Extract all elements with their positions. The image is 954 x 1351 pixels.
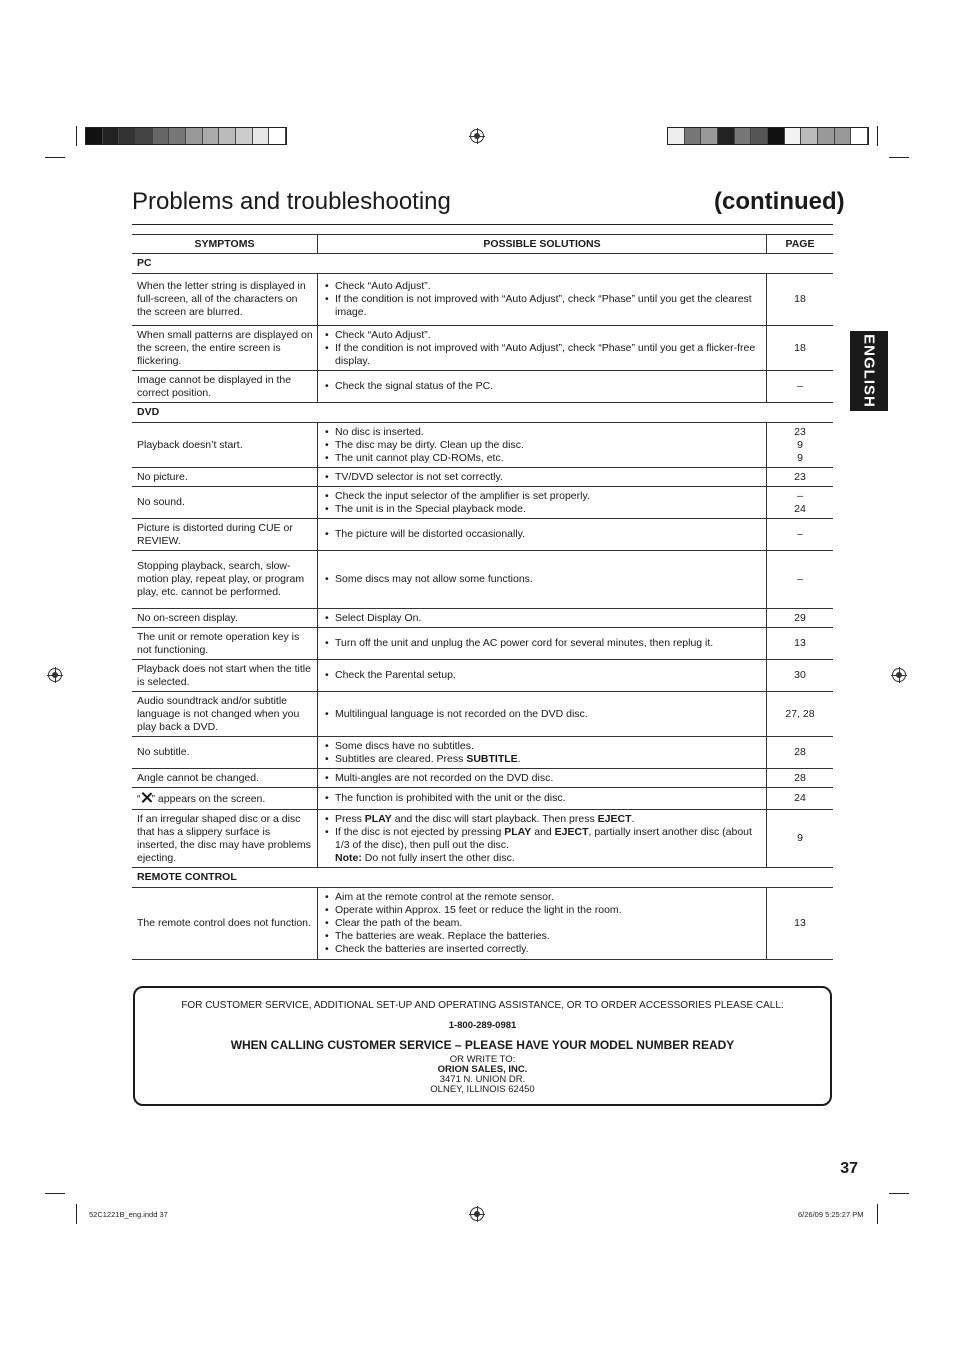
page-ref: 18 xyxy=(794,341,806,354)
page-ref: 24 xyxy=(794,792,806,804)
symptom-cell: Audio soundtrack and/or subtitle language is not changed when you play back a DVD. xyxy=(132,692,318,737)
solution-cell xyxy=(318,628,767,660)
table-row xyxy=(132,628,833,660)
text-run: and xyxy=(531,825,555,838)
table-row xyxy=(132,737,833,769)
crop-mark xyxy=(889,1193,909,1194)
color-swatch xyxy=(236,128,253,144)
solution-list xyxy=(322,426,760,465)
solution-item: • TV/DVD selector is not set correctly. xyxy=(322,471,760,484)
text-run: . xyxy=(631,812,635,825)
page-ref: 27, 28 xyxy=(785,707,815,720)
crop-mark xyxy=(76,126,77,146)
color-swatch xyxy=(818,128,835,144)
page-refs xyxy=(767,342,833,355)
bold-term: EJECT xyxy=(597,812,632,825)
solution-cell xyxy=(318,274,767,326)
service-address xyxy=(135,1055,830,1095)
solution-cell xyxy=(318,810,767,868)
color-swatch xyxy=(136,128,153,144)
solution-item: • Select Display On. xyxy=(322,612,760,625)
solution-item: • The unit is in the Special playback mode. xyxy=(322,503,760,516)
page-cell xyxy=(767,788,834,810)
page-cell xyxy=(767,519,834,551)
symptom-cell: Angle cannot be changed. xyxy=(132,769,318,788)
solution-item: • Multilingual language is not recorded on the DVD disc. xyxy=(322,708,760,721)
crop-mark xyxy=(877,126,878,146)
symptom-cell: Playback does not start when the title is selected. xyxy=(132,660,318,692)
solution-cell xyxy=(318,788,767,810)
table-row xyxy=(132,371,833,403)
solution-item xyxy=(322,753,760,766)
service-headline: WHEN CALLING CUSTOMER SERVICE – PLEASE HAVE YOUR MODEL NUMBER READY xyxy=(230,1038,735,1052)
service-phone: 1-800-289-0981 xyxy=(448,1020,517,1031)
page-refs xyxy=(767,528,833,541)
registration-mark-icon xyxy=(470,1207,484,1221)
page-cell xyxy=(767,609,834,628)
language-tab-label: ENGLISH xyxy=(860,334,878,408)
solution-cell xyxy=(318,371,767,403)
page-cell xyxy=(767,551,834,609)
solution-cell xyxy=(318,609,767,628)
solution-list xyxy=(322,528,760,541)
table-row xyxy=(132,423,833,468)
crop-mark xyxy=(45,157,65,158)
solution-list xyxy=(322,490,760,516)
page-ref: 24 xyxy=(794,502,806,515)
solution-item: • Check the input selector of the amplifier is set properly. xyxy=(322,490,760,503)
table-row xyxy=(132,810,833,868)
solution-item: • Check the signal status of the PC. xyxy=(322,380,760,393)
page-refs xyxy=(767,708,833,721)
table-row xyxy=(132,487,833,519)
solution-item xyxy=(322,813,760,826)
table-row xyxy=(132,692,833,737)
solution-item: • Check the batteries are inserted correctly. xyxy=(322,943,760,956)
symptom-cell: Playback doesn’t start. xyxy=(132,423,318,468)
page-ref: 30 xyxy=(794,669,806,681)
color-swatch xyxy=(768,128,785,144)
solution-cell xyxy=(318,660,767,692)
text-run: and the disc will start playback. Then press xyxy=(391,812,598,825)
symptom-cell: When the letter string is displayed in full-screen, all of the characters on the screen are blurred. xyxy=(132,274,318,326)
page-refs xyxy=(767,832,833,845)
symptom-cell: Picture is distorted during CUE or REVIEW. xyxy=(132,519,318,551)
section-title: DVD xyxy=(132,403,833,423)
color-swatch xyxy=(153,128,170,144)
color-swatch xyxy=(718,128,735,144)
solution-item xyxy=(322,826,760,852)
solution-list xyxy=(322,740,760,766)
solution-list xyxy=(322,813,760,865)
table-row xyxy=(132,551,833,609)
title-rule xyxy=(132,224,833,225)
solution-cell xyxy=(318,487,767,519)
solution-list xyxy=(322,772,760,785)
symptom-cell: The unit or remote operation key is not functioning. xyxy=(132,628,318,660)
section-row xyxy=(132,868,833,888)
text-run: Subtitles are cleared. Press xyxy=(335,752,467,765)
color-swatch xyxy=(269,128,286,144)
page-cell xyxy=(767,468,834,487)
page-refs xyxy=(767,612,833,625)
table-row xyxy=(132,609,833,628)
page-ref: – xyxy=(797,528,803,540)
footer-file: 52C1221B_eng.indd 37 xyxy=(89,1210,168,1219)
page-refs xyxy=(767,490,833,516)
text-run: ” appears on the screen. xyxy=(151,792,266,805)
page-ref: 28 xyxy=(794,771,806,784)
solution-item: • If the condition is not improved with “Auto Adjust”, check “Phase” until you get the clearest image. xyxy=(322,293,760,319)
text-run: If the disc is not ejected by pressing xyxy=(335,825,505,838)
symptom-cell xyxy=(132,788,318,810)
solution-item xyxy=(322,740,760,753)
color-bar-left xyxy=(85,127,287,145)
page-ref: 9 xyxy=(797,438,803,451)
solution-list xyxy=(322,612,760,625)
solution-list xyxy=(322,708,760,721)
registration-mark-icon xyxy=(48,668,62,682)
page-ref: 18 xyxy=(794,293,806,305)
page-title: Problems and troubleshooting xyxy=(132,188,451,215)
solution-cell xyxy=(318,692,767,737)
solution-item: • Check “Auto Adjust”. xyxy=(322,329,760,342)
header-symptoms: SYMPTOMS xyxy=(132,235,318,254)
table-row xyxy=(132,788,833,810)
table-row xyxy=(132,769,833,788)
page-refs xyxy=(767,573,833,586)
page-refs xyxy=(767,471,833,484)
page-refs xyxy=(767,380,833,393)
solution-list xyxy=(322,669,760,682)
table-header-row xyxy=(132,235,833,254)
color-swatch xyxy=(186,128,203,144)
solution-item: • No disc is inserted. xyxy=(322,426,760,439)
page-refs xyxy=(767,792,833,805)
company-name: ORION SALES, INC. xyxy=(437,1064,528,1075)
registration-mark-icon xyxy=(892,668,906,682)
table-row xyxy=(132,888,833,960)
registration-mark-icon xyxy=(470,129,484,143)
section-row xyxy=(132,254,833,274)
page-refs xyxy=(767,746,833,759)
solution-list xyxy=(322,380,760,393)
solution-item: • The batteries are weak. Replace the batteries. xyxy=(322,930,760,943)
page-cell xyxy=(767,660,834,692)
page-ref: 9 xyxy=(797,451,803,464)
symptom-cell: No sound. xyxy=(132,487,318,519)
page-refs xyxy=(767,917,833,930)
footer-timestamp: 6/26/09 5:25:27 PM xyxy=(798,1210,864,1219)
page-cell xyxy=(767,769,834,788)
symptom-cell: Image cannot be displayed in the correct position. xyxy=(132,371,318,403)
solution-item: • The function is prohibited with the unit or the disc. xyxy=(322,792,760,805)
header-solutions: POSSIBLE SOLUTIONS xyxy=(318,235,767,254)
page-cell xyxy=(767,274,834,326)
page-cell xyxy=(767,737,834,769)
troubleshooting-table xyxy=(132,234,833,960)
address-line-2: OLNEY, ILLINOIS 62450 xyxy=(430,1084,535,1095)
solution-list xyxy=(322,792,760,805)
page-cell xyxy=(767,810,834,868)
page-refs xyxy=(767,293,833,306)
page-ref: – xyxy=(797,573,803,585)
solution-item: • Check the Parental setup. xyxy=(322,669,760,682)
solution-item: • Turn off the unit and unplug the AC power cord for several minutes, then replug it. xyxy=(322,637,760,650)
solution-item: • The disc may be dirty. Clean up the disc. xyxy=(322,439,760,452)
color-swatch xyxy=(801,128,818,144)
symptom-cell: No on-screen display. xyxy=(132,609,318,628)
color-swatch xyxy=(203,128,220,144)
solution-list xyxy=(322,329,760,368)
symptom-cell: When small patterns are displayed on the screen, the entire screen is flickering. xyxy=(132,326,318,371)
solution-cell xyxy=(318,519,767,551)
solution-item: • Some discs may not allow some functions. xyxy=(322,573,760,586)
page-refs xyxy=(767,637,833,650)
page-refs xyxy=(767,426,833,465)
bold-term: PLAY xyxy=(504,825,532,838)
page-cell xyxy=(767,371,834,403)
page-cell xyxy=(767,487,834,519)
solution-note xyxy=(322,852,760,865)
table-row xyxy=(132,519,833,551)
bold-term: PLAY xyxy=(364,812,392,825)
bold-term: EJECT xyxy=(554,825,589,838)
page-ref: 13 xyxy=(794,637,806,649)
symptom-cell: If an irregular shaped disc or a disc that has a slippery surface is inserted, the disc may have problems ejecting. xyxy=(132,810,318,868)
page-ref: – xyxy=(797,489,803,502)
color-swatch xyxy=(253,128,270,144)
table-row xyxy=(132,326,833,371)
page-ref: 9 xyxy=(797,832,803,844)
color-swatch xyxy=(219,128,236,144)
page-ref: 28 xyxy=(794,746,806,758)
solution-item: • Aim at the remote control at the remote sensor. xyxy=(322,891,760,904)
bold-term: SUBTITLE xyxy=(466,752,518,765)
write-to: OR WRITE TO: xyxy=(449,1054,516,1065)
solution-cell xyxy=(318,737,767,769)
color-swatch xyxy=(103,128,120,144)
bold-term: Note: xyxy=(335,851,362,864)
color-swatch xyxy=(685,128,702,144)
color-swatch xyxy=(785,128,802,144)
language-tab xyxy=(850,331,888,411)
solution-cell xyxy=(318,769,767,788)
table-row xyxy=(132,274,833,326)
color-bar-right xyxy=(667,127,869,145)
solution-cell xyxy=(318,468,767,487)
crop-mark xyxy=(45,1193,65,1194)
crop-mark xyxy=(76,1204,77,1224)
table-row xyxy=(132,468,833,487)
text-run: Press xyxy=(335,812,365,825)
solution-cell xyxy=(318,888,767,960)
page-cell xyxy=(767,888,834,960)
solution-list xyxy=(322,573,760,586)
color-swatch xyxy=(851,128,868,144)
page-cell xyxy=(767,326,834,371)
prohibited-x-icon xyxy=(141,792,152,803)
color-swatch xyxy=(169,128,186,144)
color-swatch xyxy=(119,128,136,144)
solution-item: • Multi-angles are not recorded on the DVD disc. xyxy=(322,772,760,785)
address-line-1: 3471 N. UNION DR. xyxy=(439,1074,526,1085)
color-swatch xyxy=(701,128,718,144)
solution-item: • Operate within Approx. 15 feet or reduce the light in the room. xyxy=(322,904,760,917)
symptom-cell: Stopping playback, search, slow-motion play, repeat play, or program play, etc. cannot be performed. xyxy=(132,551,318,609)
page-cell xyxy=(767,692,834,737)
text-run: Some discs have no subtitles. xyxy=(335,739,474,752)
page-refs xyxy=(767,669,833,682)
solution-list xyxy=(322,471,760,484)
solution-cell xyxy=(318,551,767,609)
page-ref: 13 xyxy=(794,917,806,929)
symptom-cell: No picture. xyxy=(132,468,318,487)
page-ref: 23 xyxy=(794,470,806,483)
page-refs xyxy=(767,772,833,785)
page-number: 37 xyxy=(840,1160,858,1177)
solution-list xyxy=(322,891,760,956)
header-page: PAGE xyxy=(767,235,834,254)
solution-item: • Clear the path of the beam. xyxy=(322,917,760,930)
color-swatch xyxy=(668,128,685,144)
solution-item: • The unit cannot play CD-ROMs, etc. xyxy=(322,452,760,465)
solution-cell xyxy=(318,423,767,468)
page-title-continued: (continued) xyxy=(714,188,845,215)
text-run: Do not fully insert the other disc. xyxy=(361,851,515,864)
color-swatch xyxy=(86,128,103,144)
crop-mark xyxy=(877,1204,878,1224)
symptom-cell: The remote control does not function. xyxy=(132,888,318,960)
solution-item: • Check “Auto Adjust”. xyxy=(322,280,760,293)
solution-cell xyxy=(318,326,767,371)
page-cell xyxy=(767,423,834,468)
solution-list xyxy=(322,637,760,650)
page-cell xyxy=(767,628,834,660)
color-swatch xyxy=(735,128,752,144)
page-ref: – xyxy=(797,380,803,392)
table-row xyxy=(132,660,833,692)
page-ref: 23 xyxy=(794,425,806,438)
solution-item: • The picture will be distorted occasionally. xyxy=(322,528,760,541)
text-run: . xyxy=(517,752,521,765)
section-title: PC xyxy=(132,254,833,274)
section-row xyxy=(132,403,833,423)
service-call-text: FOR CUSTOMER SERVICE, ADDITIONAL SET-UP AND OPERATING ASSISTANCE, OR TO ORDER ACCESSORIES PLEASE CALL: xyxy=(181,1000,784,1011)
text-run: , partially insert another disc (about 1/3 of the disc), then pull out the disc. xyxy=(335,825,752,851)
symptom-cell: No subtitle. xyxy=(132,737,318,769)
color-swatch xyxy=(751,128,768,144)
color-swatch xyxy=(835,128,852,144)
text-run: “ xyxy=(137,792,141,805)
section-title: REMOTE CONTROL xyxy=(132,868,833,888)
customer-service-box xyxy=(133,986,832,1106)
solution-item: • If the condition is not improved with “Auto Adjust”, check “Phase” until you get a flicker-free display. xyxy=(322,342,760,368)
solution-list xyxy=(322,280,760,319)
page-ref: 29 xyxy=(794,611,806,624)
crop-mark xyxy=(889,157,909,158)
